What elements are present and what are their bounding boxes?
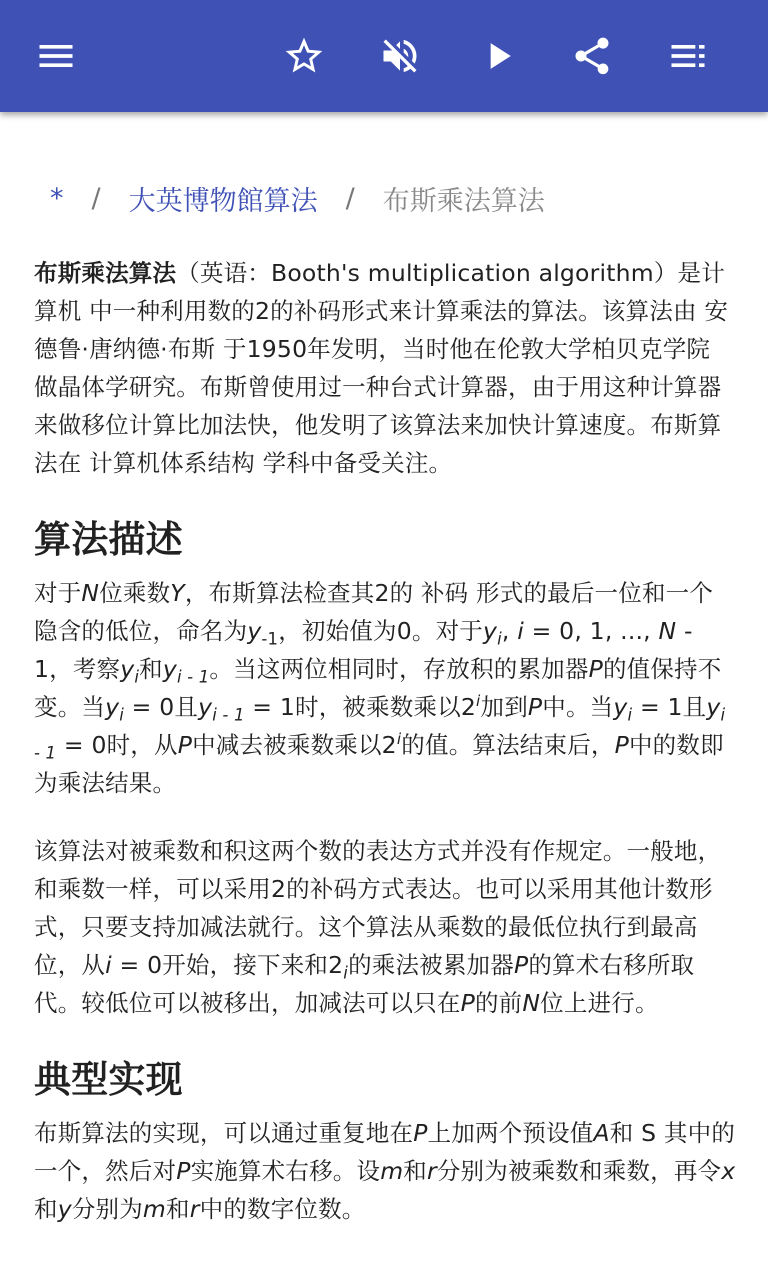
math-variable: P <box>614 731 629 759</box>
math-variable: i <box>497 629 502 649</box>
math-variable: Y <box>170 579 185 607</box>
text-run: = 0且 <box>124 693 199 721</box>
text-run: 该算法对被乘数和积这两个数的表达方式并没有作规定。一般地，和乘数一样，可以采用2的补码方式表达。也可以采用其他计数形式，只要支持加减法就行。这个算法从乘数的最低位执行到最高位，从 <box>34 837 722 979</box>
text-run: 布斯算法的实现，可以通过重复地在 <box>34 1119 414 1147</box>
app-toolbar <box>0 0 768 112</box>
text-run: 的算术右移所取代。较低位可以被移出，加减法可以只在 <box>34 951 695 1017</box>
math-variable: i <box>517 617 524 645</box>
text-run: ，布斯算法检查其2的 补码 形式的最后一位和一个隐含的低位，命名为 <box>34 579 714 645</box>
text-run: 上加两个预设值 <box>427 1119 594 1147</box>
text-run: 的值。算法结束后， <box>401 731 615 759</box>
math-variable: m <box>380 1157 404 1185</box>
math-variable: y <box>613 693 628 721</box>
breadcrumb-separator: / <box>345 182 355 214</box>
breadcrumb-current: 布斯乘法算法 <box>382 185 545 217</box>
section-paragraph <box>34 574 736 802</box>
math-variable: N <box>81 579 100 607</box>
star-outline-icon <box>282 34 326 78</box>
playlist-icon <box>666 34 710 78</box>
volume-off-icon <box>378 34 422 78</box>
section-heading: 典型实现 <box>34 1058 183 1101</box>
breadcrumb-home[interactable]: * <box>50 182 64 214</box>
text-run: = 1时，被乘数乘以2 <box>244 693 477 721</box>
text-run: 分别为 <box>71 1195 143 1223</box>
text-run: 加到 <box>480 693 528 721</box>
math-variable: y <box>198 693 213 721</box>
text-run: 实施算术右移。设 <box>190 1157 381 1185</box>
content-area <box>0 112 768 1280</box>
math-variable: y <box>162 655 177 683</box>
math-variable: i <box>343 963 349 983</box>
share-icon <box>570 34 614 78</box>
math-variable: P <box>588 655 603 683</box>
math-variable: r <box>426 1157 437 1185</box>
math-variable: P <box>176 1157 191 1185</box>
math-variable: y <box>482 617 498 645</box>
text-run: = 0开始，接下来和2 <box>111 951 344 979</box>
math-variable: i - 1 <box>34 705 726 763</box>
math-variable: y <box>120 655 135 683</box>
math-variable: m <box>142 1195 167 1223</box>
math-variable: y <box>105 693 120 721</box>
favorite-button[interactable] <box>276 28 332 84</box>
text-run: , <box>501 617 518 645</box>
math-variable: P <box>177 731 193 759</box>
text-run: 和 <box>403 1157 427 1185</box>
text-run: 位上进行。 <box>540 989 659 1017</box>
text-run: 和 S 其中的一个，然后对 <box>34 1119 736 1185</box>
math-variable: y <box>57 1195 72 1223</box>
section-heading: 算法描述 <box>34 518 183 561</box>
text-run: 位乘数 <box>99 579 171 607</box>
text-run: = 0时，从 <box>56 731 178 759</box>
math-variable: A <box>593 1119 610 1147</box>
text-run: 的乘法被累加器 <box>348 951 514 979</box>
math-variable: N <box>522 989 541 1017</box>
math-variable: P <box>527 693 543 721</box>
article-term: 布斯乘法算法 <box>34 259 177 287</box>
math-variable: P <box>513 951 529 979</box>
text-run: 中的数即为乘法结果。 <box>34 731 724 797</box>
text-run: 中的数字位数。 <box>199 1195 366 1223</box>
math-variable: i <box>476 692 481 711</box>
share-button[interactable] <box>564 28 620 84</box>
math-variable: y <box>706 693 721 721</box>
text-run: ，初始值为0。对于 <box>278 617 483 645</box>
math-variable: r <box>189 1195 200 1223</box>
math-variable: y <box>247 617 262 645</box>
math-variable: i <box>627 705 633 725</box>
math-variable: i <box>396 730 402 749</box>
playlist-button[interactable] <box>660 28 716 84</box>
hamburger-menu-icon <box>34 34 78 78</box>
text-run: 分别为被乘数和乘数，再令 <box>436 1157 722 1185</box>
math-variable: i - 1 <box>212 705 245 725</box>
article-body <box>34 254 736 1258</box>
mute-button[interactable] <box>372 28 428 84</box>
breadcrumb-parent[interactable]: 大英博物館算法 <box>128 185 318 217</box>
breadcrumb-separator: / <box>91 182 101 214</box>
text-run: 的值保持不变。当 <box>34 655 722 721</box>
section-paragraph <box>34 832 736 1022</box>
text-run: = 1且 <box>632 693 707 721</box>
menu-button[interactable] <box>28 28 84 84</box>
math-variable: N <box>658 617 677 645</box>
text-run: - 1，考察 <box>34 617 693 683</box>
math-variable: x <box>721 1157 736 1185</box>
math-variable: i - 1 <box>176 667 210 687</box>
math-variable: i <box>119 705 124 725</box>
text-run: 和 <box>166 1195 190 1223</box>
text-run: 和 <box>139 655 163 683</box>
play-icon <box>476 34 520 78</box>
text-run: 和 <box>34 1195 58 1223</box>
text-run: = 0, 1, ..., <box>523 617 659 645</box>
math-variable: P <box>413 1119 428 1147</box>
math-variable: P <box>460 989 475 1017</box>
math-variable: i <box>105 951 112 979</box>
breadcrumb <box>50 178 738 218</box>
math-variable: i <box>134 667 140 687</box>
text-run: 中减去被乘数乘以2 <box>192 731 397 759</box>
text-run: 。当这两位相同时，存放积的累加器 <box>209 655 589 683</box>
text-run: 对于 <box>34 579 82 607</box>
intro-paragraph <box>34 254 736 482</box>
text-run: 中。当 <box>542 693 614 721</box>
text-run: 的前 <box>474 989 523 1017</box>
intro-text: （英语：Booth's multiplication algorithm）是计算机 中一种利用数的2的补码形式来计算乘法的算法。该算法由 安德鲁·唐纳德·布斯 于1950年发明，当时他在伦敦大学柏贝克学院 做晶体学研究。布斯曾使用过一种台式计算器，由于用这种计算器来做移位计算比加法快，他发明了该算法来加快计算速度。布斯算法在 计算机体系结构 学科中备受关注。 <box>34 259 729 477</box>
play-button[interactable] <box>470 28 526 84</box>
text-run: -1 <box>261 629 279 649</box>
section-paragraph <box>34 1114 736 1228</box>
